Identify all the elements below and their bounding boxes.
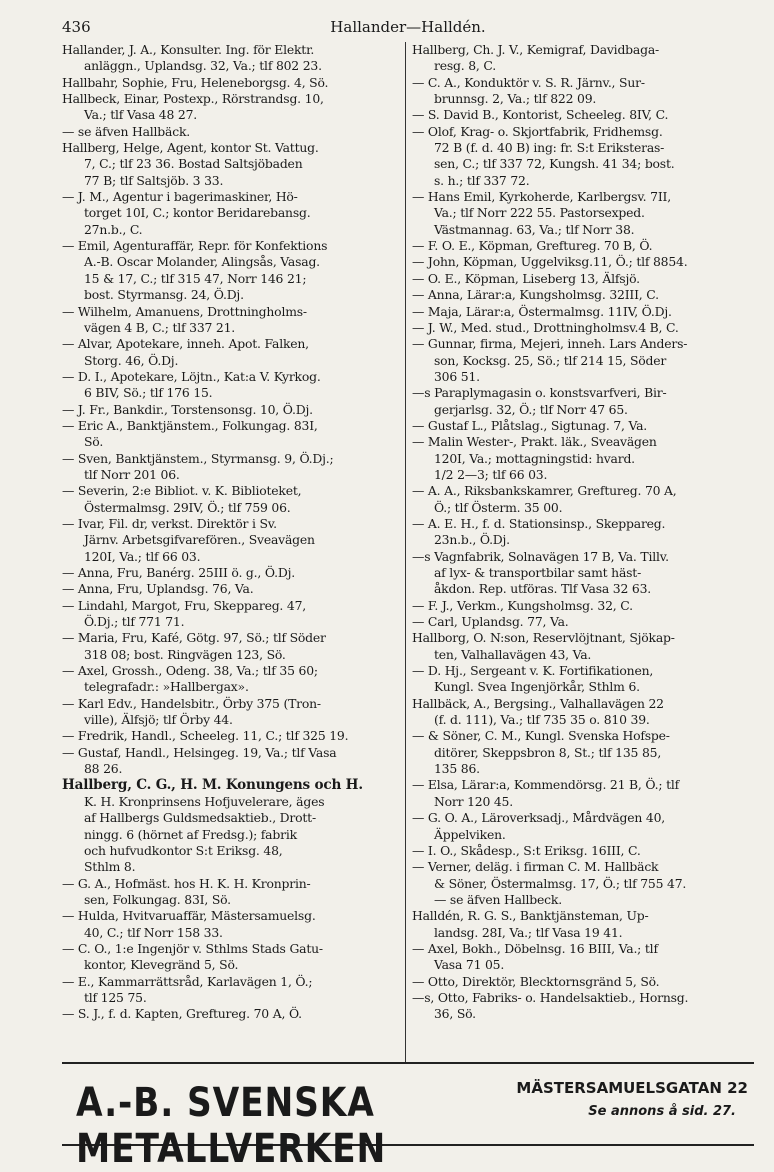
directory-entry-line: brunnsg. 2, Va.; tlf 822 09. <box>434 91 597 107</box>
directory-entry-line: Hallbahr, Sophie, Fru, Heleneborgsg. 4, Sö. <box>62 74 329 90</box>
directory-entry-line: resg. 8, C. <box>434 58 496 74</box>
directory-entry-line: 135 86. <box>434 761 480 777</box>
directory-entry-line: Hallberg, C. G., H. M. Konungens och H. <box>62 777 363 794</box>
directory-entry-line: Ö.Dj.; tlf 771 71. <box>84 614 185 630</box>
directory-entry-line: (f. d. 111), Va.; tlf 735 35 o. 810 39. <box>434 712 650 728</box>
directory-entry-line: — Olof, Krag- o. Skjortfabrik, Fridhemsg. <box>412 123 663 139</box>
directory-entry-line: — Lindahl, Margot, Fru, Skeppareg. 47, <box>62 597 307 613</box>
running-head: Hallander—Halldén. <box>330 18 486 36</box>
directory-entry-line: och hufvudkontor S:t Eriksg. 48, <box>84 842 283 858</box>
ad-address: MÄSTERSAMUELSGATAN 22 <box>516 1079 748 1097</box>
directory-entry-line: ningg. 6 (hörnet af Fredsg.); fabrik <box>84 826 297 842</box>
directory-entry-line: Hallbeck, Einar, Postexp., Rörstrandsg. 10, <box>62 91 324 107</box>
directory-entry-line: — Emil, Agenturaffär, Repr. för Konfektions <box>62 238 328 254</box>
directory-entry-line: — Elsa, Lärar:a, Kommendörsg. 21 B, Ö.; tlf <box>412 777 680 793</box>
directory-entry-line: — Alvar, Apotekare, inneh. Apot. Falken, <box>62 336 309 352</box>
directory-entry-line: torget 10I, C.; kontor Beridarebansg. <box>84 205 311 221</box>
directory-entry-line: ditörer, Skeppsbron 8, St.; tlf 135 85, <box>434 744 662 760</box>
page-header <box>62 10 754 36</box>
directory-entry-line: telegrafadr.: »Hallbergax». <box>84 679 249 695</box>
directory-entry-line: Sö. <box>84 434 104 450</box>
directory-entry-line: Hallberg, Ch. J. V., Kemigraf, Davidbaga- <box>412 42 660 57</box>
directory-entry-line: — Severin, 2:e Bibliot. v. K. Biblioteket, <box>62 483 302 499</box>
directory-entry-line: — G. A., Hofmäst. hos H. K. H. Kronprin- <box>62 875 311 891</box>
directory-entry-line: Västmannag. 63, Va.; tlf Norr 38. <box>434 221 635 237</box>
directory-entry-line: — J. Fr., Bankdir., Torstensonsg. 10, Ö.Dj. <box>62 401 313 417</box>
directory-entry-line: 36, Sö. <box>434 1006 476 1022</box>
directory-entry-line: — D. I., Apotekare, Löjtn., Kat:a V. Kyrkog. <box>62 368 321 384</box>
directory-entry-line: 120I, Va.; mottagningstid: hvard. <box>434 450 635 466</box>
directory-entry-line: — se äfven Hallbäck. <box>62 123 191 139</box>
directory-entry-line: — Gunnar, firma, Mejeri, inneh. Lars Anders- <box>412 336 688 352</box>
directory-entry-line: —s Paraplymagasin o. konstsvarfveri, Bir- <box>412 385 667 401</box>
directory-entry-line: — A. E. H., f. d. Stationsinsp., Skeppareg. <box>412 515 666 531</box>
directory-entry-line: ville), Älfsjö; tlf Örby 44. <box>84 712 233 728</box>
directory-entry-line: Va.; tlf Norr 222 55. Pastorsexped. <box>434 205 645 221</box>
directory-entry-line: anläggn., Uplandsg. 32, Va.; tlf 802 23. <box>84 58 322 74</box>
directory-entry-line: 23n.b., Ö.Dj. <box>434 532 510 548</box>
directory-entry-line: 306 51. <box>434 368 480 384</box>
advertisement-banner <box>62 1062 754 1172</box>
directory-entry-line: Järnv. Arbetsgifvarefören., Sveavägen <box>84 532 315 548</box>
directory-entry-line: — se äfven Hallbeck. <box>434 891 562 907</box>
directory-entry-line: ten, Valhallavägen 43, Va. <box>434 646 592 662</box>
directory-entry-line: — A. A., Riksbankskamrer, Greftureg. 70 A, <box>412 483 677 499</box>
directory-entry-line: — Ivar, Fil. dr, verkst. Direktör i Sv. <box>62 515 277 531</box>
directory-entry-line: landsg. 28I, Va.; tlf Vasa 19 41. <box>434 924 623 940</box>
directory-entry-line: A.-B. Oscar Molander, Alingsås, Vasag. <box>84 254 320 270</box>
directory-entry-line: — C. A., Konduktör v. S. R. Järnv., Sur- <box>412 74 645 90</box>
directory-entry-line: 6 BIV, Sö.; tlf 176 15. <box>84 385 213 401</box>
directory-entry-line: — Hans Emil, Kyrkoherde, Karlbergsv. 7II, <box>412 189 671 205</box>
directory-entry-line: — Sven, Banktjänstem., Styrmansg. 9, Ö.Dj.; <box>62 450 334 466</box>
directory-entry-line: kontor, Klevegränd 5, Sö. <box>84 957 239 973</box>
directory-entry-line: — Gustaf, Handl., Helsingeg. 19, Va.; tlf Vasa <box>62 744 337 760</box>
directory-entry-line: Va.; tlf Vasa 48 27. <box>84 107 198 123</box>
directory-entry-line: 1/2 2—3; tlf 66 03. <box>434 466 548 482</box>
directory-entry-line: 15 & 17, C.; tlf 315 47, Norr 146 21; <box>84 270 307 286</box>
directory-entry-line: — O. E., Köpman, Liseberg 13, Älfsjö. <box>412 270 640 286</box>
directory-entry-line: 318 08; bost. Ringvägen 123, Sö. <box>84 646 286 662</box>
directory-entry-line: 40, C.; tlf Norr 158 33. <box>84 924 223 940</box>
directory-entry-line: — Fredrik, Handl., Scheeleg. 11, C.; tlf 325 19. <box>62 728 349 744</box>
directory-entry-line: Halldén, R. G. S., Banktjänsteman, Up- <box>412 908 649 924</box>
directory-entry-line: — D. Hj., Sergeant v. K. Fortifikationen, <box>412 663 654 679</box>
directory-entry-line: — J. W., Med. stud., Drottningholmsv.4 B, C. <box>412 319 679 335</box>
directory-entry-line: — Axel, Bokh., Döbelnsg. 16 BIII, Va.; tlf <box>412 940 658 956</box>
directory-entry-line: Kungl. Svea Ingenjörkår, Sthlm 6. <box>434 679 640 695</box>
directory-entry-line: K. H. Kronprinsens Hofjuvelerare, äges <box>84 793 325 809</box>
directory-entry-line: — Anna, Fru, Uplandsg. 76, Va. <box>62 581 254 597</box>
directory-entry-line: — J. M., Agentur i bagerimaskiner, Hö- <box>62 189 298 205</box>
right-column <box>412 42 748 1062</box>
directory-entry-line: 88 26. <box>84 761 123 777</box>
directory-entry-line: — John, Köpman, Uggelviksg.11, Ö.; tlf 8854. <box>412 254 688 270</box>
directory-entry-line: Hallander, J. A., Konsulter. Ing. för Elektr. <box>62 42 315 57</box>
directory-entry-line: —s, Otto, Fabriks- o. Handelsaktieb., Hornsg. <box>412 989 689 1005</box>
left-column <box>62 42 398 1062</box>
directory-entry-line: — F. J., Verkm., Kungsholmsg. 32, C. <box>412 597 633 613</box>
directory-entry-line: sen, C.; tlf 337 72, Kungsh. 41 34; bost. <box>434 156 675 172</box>
directory-entry-line: — Anna, Lärar:a, Kungsholmsg. 32III, C. <box>412 287 659 303</box>
directory-entry-line: — F. O. E., Köpman, Greftureg. 70 B, Ö. <box>412 238 653 254</box>
directory-entry-line: Sthlm 8. <box>84 859 136 875</box>
page-number: 436 <box>62 18 91 36</box>
directory-entry-line: Norr 120 45. <box>434 793 513 809</box>
directory-entry-line: Hallborg, O. N:son, Reservlöjtnant, Sjökap- <box>412 630 675 646</box>
directory-entry-line: 7, C.; tlf 23 36. Bostad Saltsjöbaden <box>84 156 303 172</box>
directory-entry-line: — Carl, Uplandsg. 77, Va. <box>412 614 569 630</box>
directory-entry-line: Östermalmsg. 29IV, Ö.; tlf 759 06. <box>84 499 291 515</box>
directory-entry-line: Äppelviken. <box>434 826 506 842</box>
directory-entry-line: —s Vagnfabrik, Solnavägen 17 B, Va. Tillv. <box>412 548 669 564</box>
directory-entry-line: s. h.; tlf 337 72. <box>434 172 530 188</box>
directory-entry-line: — Otto, Direktör, Blecktornsgränd 5, Sö. <box>412 973 660 989</box>
directory-entry-line: — Wilhelm, Amanuens, Drottningholms- <box>62 303 307 319</box>
directory-entry-line: — I. O., Skådesp., S:t Eriksg. 16III, C. <box>412 842 641 858</box>
directory-entry-line: åkdon. Rep. utföras. Tlf Vasa 32 63. <box>434 581 652 597</box>
directory-entry-line: vägen 4 B, C.; tlf 337 21. <box>84 319 236 335</box>
directory-entry-line: 77 B; tlf Saltsjöb. 3 33. <box>84 172 224 188</box>
directory-entry-line: — Karl Edv., Handelsbitr., Örby 375 (Tron- <box>62 695 321 711</box>
directory-entry-line: — Axel, Grossh., Odeng. 38, Va.; tlf 35 60; <box>62 663 318 679</box>
directory-entry-line: — S. J., f. d. Kapten, Greftureg. 70 A, Ö. <box>62 1006 302 1022</box>
directory-entry-line: — Maria, Fru, Kafé, Götg. 97, Sö.; tlf Söder <box>62 630 326 646</box>
directory-entry-line: — & Söner, C. M., Kungl. Svenska Hofspe- <box>412 728 670 744</box>
directory-entry-line: 27n.b., C. <box>84 221 143 237</box>
directory-entry-line: af Hallbergs Guldsmedsaktieb., Drott- <box>84 810 316 826</box>
directory-entry-line: sen, Folkungag. 83I, Sö. <box>84 891 231 907</box>
directory-entry-line: — C. O., 1:e Ingenjör v. Sthlms Stads Gatu- <box>62 940 323 956</box>
directory-entry-line: Vasa 71 05. <box>434 957 505 973</box>
directory-entry-line: bost. Styrmansg. 24, Ö.Dj. <box>84 287 244 303</box>
directory-entry-line: tlf 125 75. <box>84 989 147 1005</box>
directory-entry-line: — Hulda, Hvitvaruaffär, Mästersamuelsg. <box>62 908 316 924</box>
directory-entry-line: 120I, Va.; tlf 66 03. <box>84 548 201 564</box>
directory-entry-line: Ö.; tlf Österm. 35 00. <box>434 499 563 515</box>
directory-entry-line: Hallberg, Helge, Agent, kontor St. Vattug. <box>62 140 319 156</box>
directory-entry-line: — Maja, Lärar:a, Östermalmsg. 11IV, Ö.Dj. <box>412 303 672 319</box>
directory-entry-line: — Malin Wester-, Prakt. läk., Sveavägen <box>412 434 657 450</box>
directory-entry-line: & Söner, Östermalmsg. 17, Ö.; tlf 755 47. <box>434 875 687 891</box>
ad-reference: Se annons å sid. 27. <box>588 1104 736 1119</box>
directory-entry-line: — Verner, deläg. i firman C. M. Hallbäck <box>412 859 659 875</box>
column-divider <box>405 42 406 1062</box>
directory-entry-line: — Gustaf L., Plåtslag., Sigtunag. 7, Va. <box>412 417 648 433</box>
directory-entry-line: af lyx- & transportbilar samt häst- <box>434 565 642 580</box>
directory-entry-line: gerjarlsg. 32, Ö.; tlf Norr 47 65. <box>434 401 628 417</box>
directory-entry-line: Hallbäck, A., Bergsing., Valhallavägen 22 <box>412 695 664 711</box>
directory-entry-line: Storg. 46, Ö.Dj. <box>84 352 179 368</box>
directory-entry-line: son, Kocksg. 25, Sö.; tlf 214 15, Söder <box>434 352 667 368</box>
directory-entry-line: — S. David B., Kontorist, Scheeleg. 8IV, C. <box>412 107 669 123</box>
directory-entry-line: — Anna, Fru, Banérg. 25III ö. g., Ö.Dj. <box>62 565 295 580</box>
directory-entry-line: — G. O. A., Läroverksadj., Mårdvägen 40, <box>412 810 666 826</box>
directory-entry-line: 72 B (f. d. 40 B) ing: fr. S:t Eriksteras- <box>434 140 665 156</box>
directory-entry-line: — E., Kammarrättsråd, Karlavägen 1, Ö.; <box>62 973 313 989</box>
directory-entry-line: — Eric A., Banktjänstem., Folkungag. 83I, <box>62 417 318 433</box>
ad-brand: A.-B. SVENSKA METALLVERKEN <box>76 1080 387 1172</box>
directory-entry-line: tlf Norr 201 06. <box>84 466 180 482</box>
directory-columns <box>62 42 754 1062</box>
